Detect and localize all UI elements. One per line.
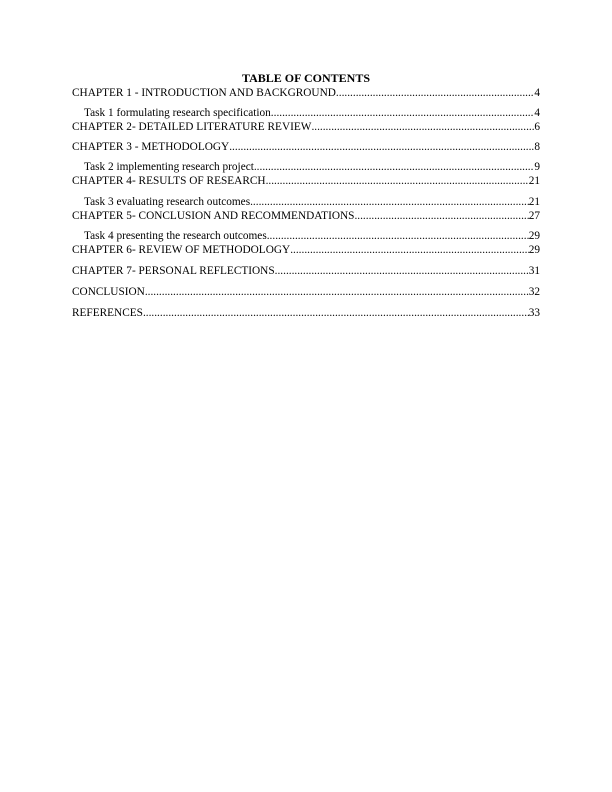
- toc-entry-page: 32: [528, 286, 540, 298]
- toc-entry-label: Task 3 evaluating research outcomes: [84, 196, 251, 208]
- toc-leader-dots: [290, 243, 529, 257]
- toc-entry-page: 8: [534, 141, 540, 153]
- toc-entry-page: 27: [528, 210, 540, 222]
- toc-entry-label: CHAPTER 1 - INTRODUCTION AND BACKGROUND: [72, 87, 336, 99]
- toc-leader-dots: [254, 160, 534, 174]
- toc-entry-page: 4: [534, 107, 540, 119]
- toc-entry[interactable]: [72, 120, 540, 134]
- toc-leader-dots: [250, 195, 529, 209]
- toc-entry-label: CHAPTER 7- PERSONAL REFLECTIONS: [72, 265, 275, 277]
- toc-entry-label: CHAPTER 4- RESULTS OF RESEARCH: [72, 175, 266, 187]
- toc-entry-label: REFERENCES: [72, 307, 143, 319]
- toc-leader-dots: [267, 229, 529, 243]
- toc-entry-label: Task 4 presenting the research outcomes: [84, 230, 267, 242]
- toc-entry-page: 9: [534, 161, 540, 173]
- toc-entry-page: 6: [534, 121, 540, 133]
- toc-entry[interactable]: [72, 243, 540, 257]
- toc-entry-label: CHAPTER 2- DETAILED LITERATURE REVIEW: [72, 121, 312, 133]
- toc-entry[interactable]: [72, 264, 540, 278]
- toc-leader-dots: [229, 140, 534, 154]
- toc-entry-label: CHAPTER 6- REVIEW OF METHODOLOGY: [72, 244, 291, 256]
- toc-leader-dots: [311, 120, 534, 134]
- toc-entry-page: 21: [528, 175, 540, 187]
- toc-entry[interactable]: [72, 140, 540, 154]
- toc-entry-page: 4: [534, 87, 540, 99]
- toc-leader-dots: [145, 285, 529, 299]
- toc-leader-dots: [336, 86, 534, 100]
- toc-entry-page: 29: [528, 230, 540, 242]
- toc-entry-page: 29: [528, 244, 540, 256]
- toc-entry-page: 31: [528, 265, 540, 277]
- page-title: TABLE OF CONTENTS: [241, 71, 371, 85]
- toc-entry-page: 21: [528, 196, 540, 208]
- toc-entry-label: CONCLUSION: [72, 286, 145, 298]
- toc-entry[interactable]: [72, 174, 540, 188]
- toc-entry-label: CHAPTER 3 - METHODOLOGY: [72, 141, 230, 153]
- toc-entry[interactable]: [72, 209, 540, 223]
- toc-entry-page: 33: [528, 307, 540, 319]
- toc-entry-label: Task 2 implementing research project: [84, 161, 254, 173]
- toc-entry[interactable]: [72, 195, 540, 209]
- toc-leader-dots: [271, 106, 535, 120]
- toc-entry[interactable]: [72, 285, 540, 299]
- toc-entry[interactable]: [72, 306, 540, 320]
- toc-entry-label: Task 1 formulating research specification: [84, 107, 271, 119]
- toc-entry-label: CHAPTER 5- CONCLUSION AND RECOMMENDATIONS: [72, 210, 355, 222]
- toc-leader-dots: [354, 209, 528, 223]
- toc-entry[interactable]: [72, 86, 540, 100]
- toc-leader-dots: [143, 306, 529, 320]
- toc-leader-dots: [266, 174, 529, 188]
- toc-entry[interactable]: [72, 160, 540, 174]
- toc-leader-dots: [275, 264, 529, 278]
- toc-entry[interactable]: [72, 106, 540, 120]
- toc-entry[interactable]: [72, 229, 540, 243]
